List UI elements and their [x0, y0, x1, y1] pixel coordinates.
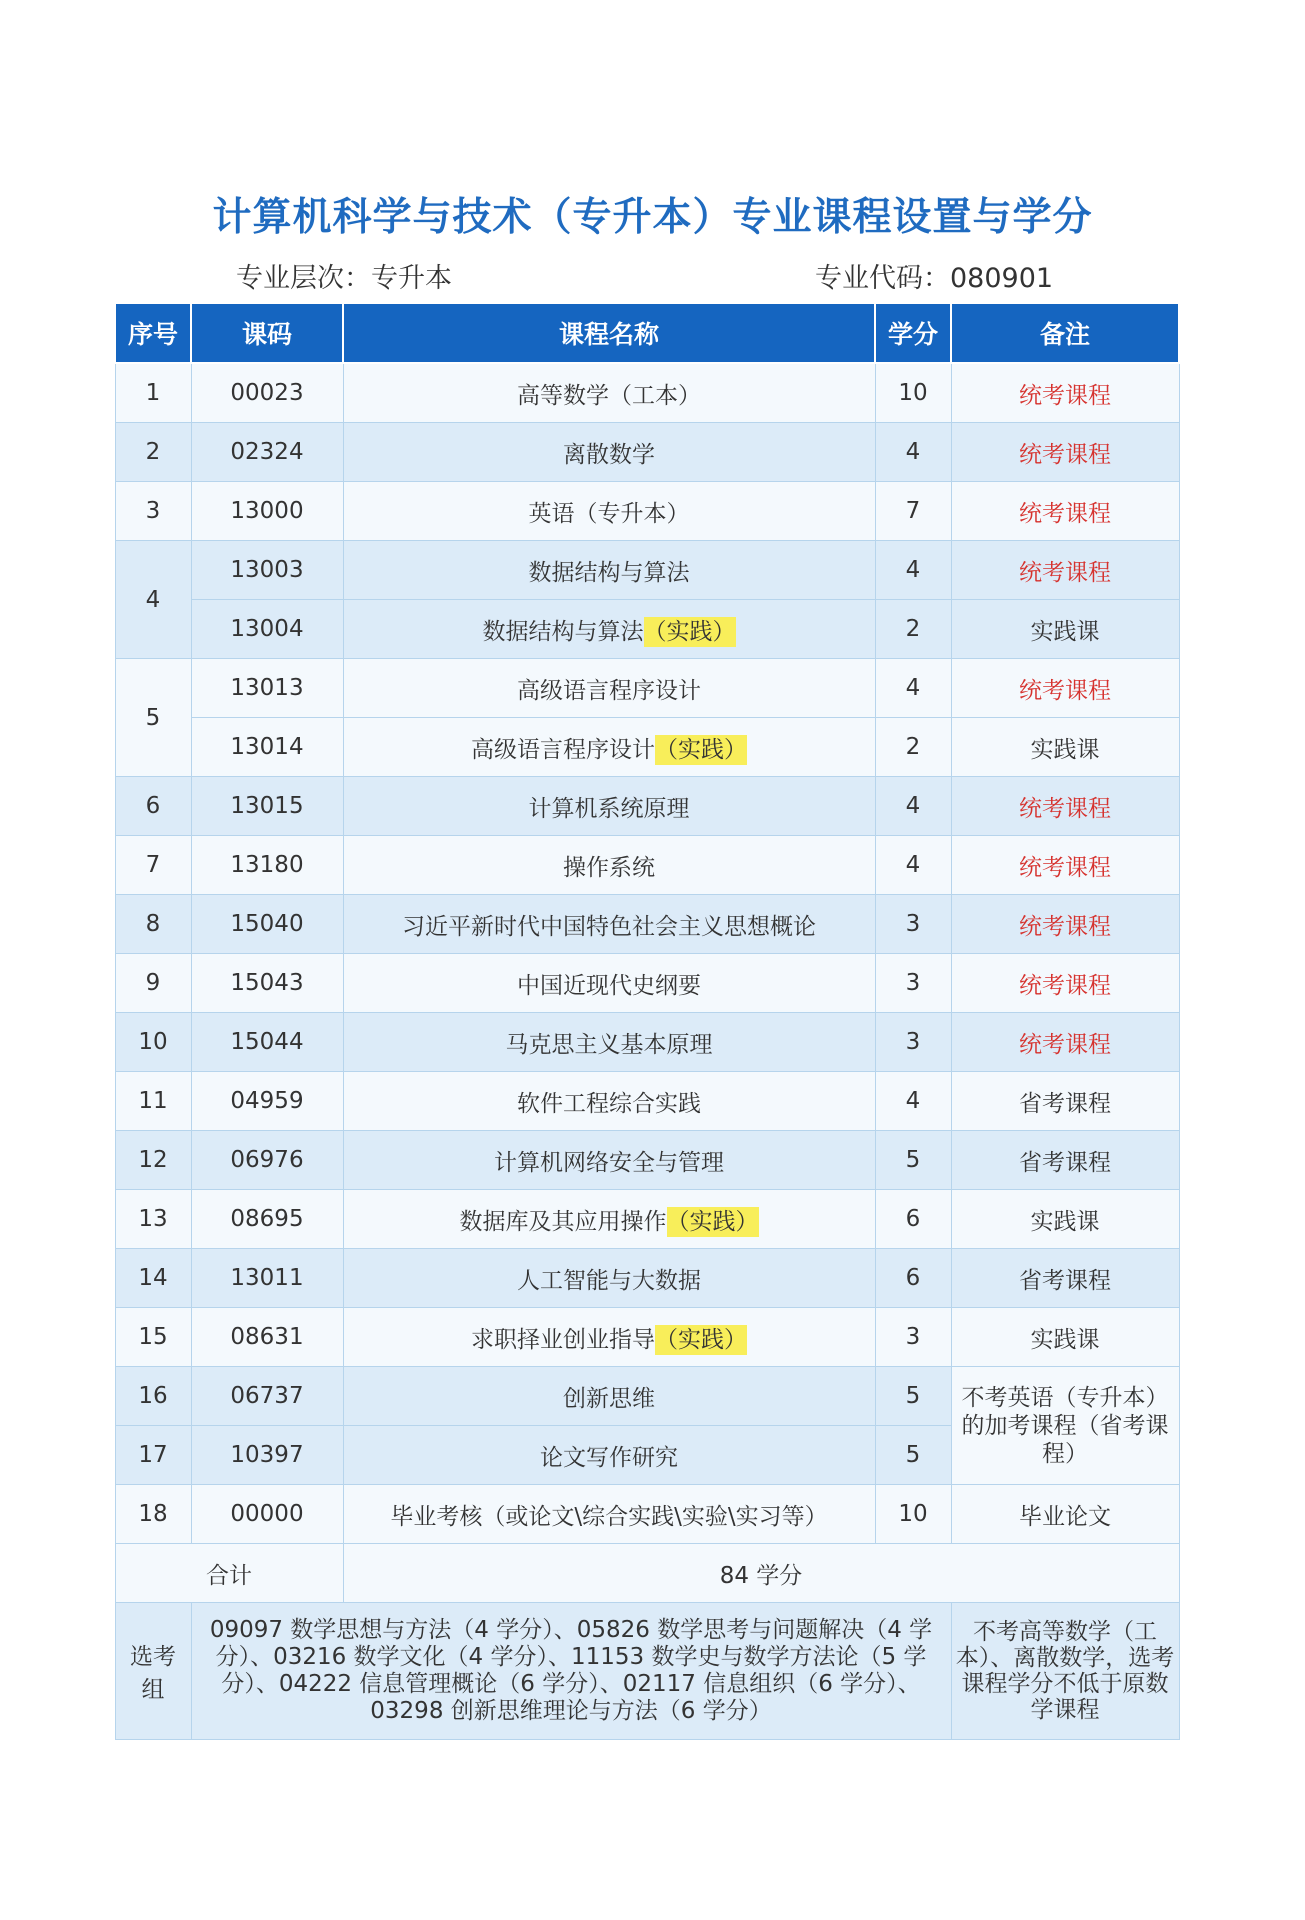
- header-code: 课码: [191, 303, 343, 363]
- row-note: 实践课: [951, 718, 1179, 777]
- row-name: 论文写作研究: [343, 1426, 875, 1485]
- table-row: [115, 1485, 1179, 1544]
- row-name: 毕业考核（或论文\综合实践\实验\实习等）: [343, 1485, 875, 1544]
- table-row: [115, 1131, 1179, 1190]
- row-no: 15: [115, 1308, 191, 1367]
- row-no: 9: [115, 954, 191, 1013]
- row-credit: 4: [875, 777, 951, 836]
- row-no: 2: [115, 423, 191, 482]
- course-table: [114, 302, 1180, 1740]
- row-code: 02324: [191, 423, 343, 482]
- row-note: 统考课程: [951, 423, 1179, 482]
- table-row: [115, 423, 1179, 482]
- practice-tag: （实践）: [655, 1326, 747, 1353]
- practice-tag: （实践）: [643, 618, 736, 645]
- header-no: 序号: [115, 303, 191, 363]
- row-note: 统考课程: [951, 482, 1179, 541]
- row-name: 中国近现代史纲要: [343, 954, 875, 1013]
- row-note: 统考课程: [951, 954, 1179, 1013]
- row-code: 08631: [191, 1308, 343, 1367]
- table-row: [115, 895, 1179, 954]
- row-code: 13011: [191, 1249, 343, 1308]
- row-code: 10397: [191, 1426, 343, 1485]
- course-name-text: 高级语言程序设计: [471, 736, 655, 763]
- row-note: 统考课程: [951, 895, 1179, 954]
- row-code: 13000: [191, 482, 343, 541]
- total-row: [115, 1544, 1179, 1603]
- row-credit: 7: [875, 482, 951, 541]
- row-note: 实践课: [951, 1308, 1179, 1367]
- row-name: 操作系统: [343, 836, 875, 895]
- row-name: 计算机网络安全与管理: [343, 1131, 875, 1190]
- row-no: 18: [115, 1485, 191, 1544]
- row-credit: 4: [875, 1072, 951, 1131]
- row-name: 离散数学: [343, 423, 875, 482]
- table-row: [115, 777, 1179, 836]
- elective-courses: 09097 数学思想与方法（4 学分）、05826 数学思考与问题解决（4 学分）、03216 数学文化（4 学分）、11153 数学史与数学方法论（5 学分）、04222 信息管理概论（6 学分）、02117 信息组织（6 学分）、03298 创新思维理论与方法（6 学分）: [191, 1603, 951, 1740]
- row-note: 统考课程: [951, 1013, 1179, 1072]
- row-no: 14: [115, 1249, 191, 1308]
- row-credit: 4: [875, 541, 951, 600]
- total-value: 84 学分: [343, 1544, 1179, 1603]
- total-label: 合计: [115, 1544, 343, 1603]
- table-row: [115, 836, 1179, 895]
- row-name: [343, 600, 875, 659]
- practice-tag: （实践）: [655, 736, 747, 763]
- row-name: [343, 1190, 875, 1249]
- row-credit: 5: [875, 1426, 951, 1485]
- row-name: 马克思主义基本原理: [343, 1013, 875, 1072]
- row-name: 高级语言程序设计: [343, 659, 875, 718]
- row-note: 省考课程: [951, 1072, 1179, 1131]
- row-name: 软件工程综合实践: [343, 1072, 875, 1131]
- row-no: 10: [115, 1013, 191, 1072]
- row-note: 统考课程: [951, 659, 1179, 718]
- table-row: [115, 1013, 1179, 1072]
- row-credit: 3: [875, 895, 951, 954]
- table-row: [115, 600, 1179, 659]
- row-code: 00023: [191, 363, 343, 423]
- row-name: 高等数学（工本）: [343, 363, 875, 423]
- row-note: 省考课程: [951, 1131, 1179, 1190]
- major-level: 专业层次：专升本: [236, 263, 452, 294]
- row-note: 不考英语（专升本）的加考课程（省考课程）: [951, 1367, 1179, 1485]
- row-no: 13: [115, 1190, 191, 1249]
- row-name: 创新思维: [343, 1367, 875, 1426]
- table-row: [115, 718, 1179, 777]
- row-code: 15043: [191, 954, 343, 1013]
- row-code: 13004: [191, 600, 343, 659]
- row-name: 数据结构与算法: [343, 541, 875, 600]
- elective-row: [115, 1603, 1179, 1740]
- row-no: 12: [115, 1131, 191, 1190]
- table-row: [115, 1367, 1179, 1426]
- row-note: 省考课程: [951, 1249, 1179, 1308]
- row-credit: 10: [875, 363, 951, 423]
- row-credit: 10: [875, 1485, 951, 1544]
- row-note: 统考课程: [951, 777, 1179, 836]
- course-name-text: 求职择业创业指导: [471, 1326, 655, 1353]
- table-row: [115, 541, 1179, 600]
- row-no: 5: [115, 659, 191, 777]
- row-name: 计算机系统原理: [343, 777, 875, 836]
- row-credit: 3: [875, 1013, 951, 1072]
- row-code: 06976: [191, 1131, 343, 1190]
- row-code: 13014: [191, 718, 343, 777]
- row-name: 人工智能与大数据: [343, 1249, 875, 1308]
- row-note: 毕业论文: [951, 1485, 1179, 1544]
- page-title: 计算机科学与技术（专升本）专业课程设置与学分: [212, 195, 1093, 240]
- practice-tag: （实践）: [666, 1208, 759, 1235]
- elective-label: 选考组: [115, 1603, 191, 1740]
- row-credit: 4: [875, 659, 951, 718]
- table-row: [115, 1249, 1179, 1308]
- row-note: 统考课程: [951, 836, 1179, 895]
- table-row: [115, 363, 1179, 423]
- table-row: [115, 1308, 1179, 1367]
- header-credit: 学分: [875, 303, 951, 363]
- row-credit: 3: [875, 954, 951, 1013]
- row-credit: 3: [875, 1308, 951, 1367]
- row-credit: 2: [875, 600, 951, 659]
- table-row: [115, 659, 1179, 718]
- row-name: [343, 718, 875, 777]
- row-credit: 5: [875, 1131, 951, 1190]
- row-name: 习近平新时代中国特色社会主义思想概论: [343, 895, 875, 954]
- elective-note: 不考高等数学（工本）、离散数学，选考课程学分不低于原数学课程: [951, 1603, 1179, 1740]
- row-name: 英语（专升本）: [343, 482, 875, 541]
- row-code: 13003: [191, 541, 343, 600]
- row-code: 00000: [191, 1485, 343, 1544]
- table-header-row: [115, 303, 1179, 363]
- row-no: 4: [115, 541, 191, 659]
- row-credit: 6: [875, 1190, 951, 1249]
- row-code: 06737: [191, 1367, 343, 1426]
- table-row: [115, 482, 1179, 541]
- row-credit: 4: [875, 836, 951, 895]
- row-code: 15044: [191, 1013, 343, 1072]
- row-credit: 5: [875, 1367, 951, 1426]
- course-name-text: 数据库及其应用操作: [459, 1208, 667, 1235]
- header-note: 备注: [951, 303, 1179, 363]
- table-row: [115, 1190, 1179, 1249]
- major-code: 专业代码：080901: [815, 263, 1054, 294]
- row-no: 1: [115, 363, 191, 423]
- row-note: 统考课程: [951, 363, 1179, 423]
- course-name-text: 数据结构与算法: [482, 618, 644, 645]
- row-code: 08695: [191, 1190, 343, 1249]
- row-credit: 4: [875, 423, 951, 482]
- row-code: 04959: [191, 1072, 343, 1131]
- table-row: [115, 954, 1179, 1013]
- row-code: 13013: [191, 659, 343, 718]
- row-no: 7: [115, 836, 191, 895]
- table-row: [115, 1072, 1179, 1131]
- header-name: 课程名称: [343, 303, 875, 363]
- row-name: [343, 1308, 875, 1367]
- row-credit: 6: [875, 1249, 951, 1308]
- row-note: 统考课程: [951, 541, 1179, 600]
- row-no: 3: [115, 482, 191, 541]
- row-no: 6: [115, 777, 191, 836]
- row-credit: 2: [875, 718, 951, 777]
- row-note: 实践课: [951, 1190, 1179, 1249]
- row-no: 8: [115, 895, 191, 954]
- row-code: 13015: [191, 777, 343, 836]
- row-no: 17: [115, 1426, 191, 1485]
- row-no: 11: [115, 1072, 191, 1131]
- row-no: 16: [115, 1367, 191, 1426]
- row-code: 15040: [191, 895, 343, 954]
- row-code: 13180: [191, 836, 343, 895]
- row-note: 实践课: [951, 600, 1179, 659]
